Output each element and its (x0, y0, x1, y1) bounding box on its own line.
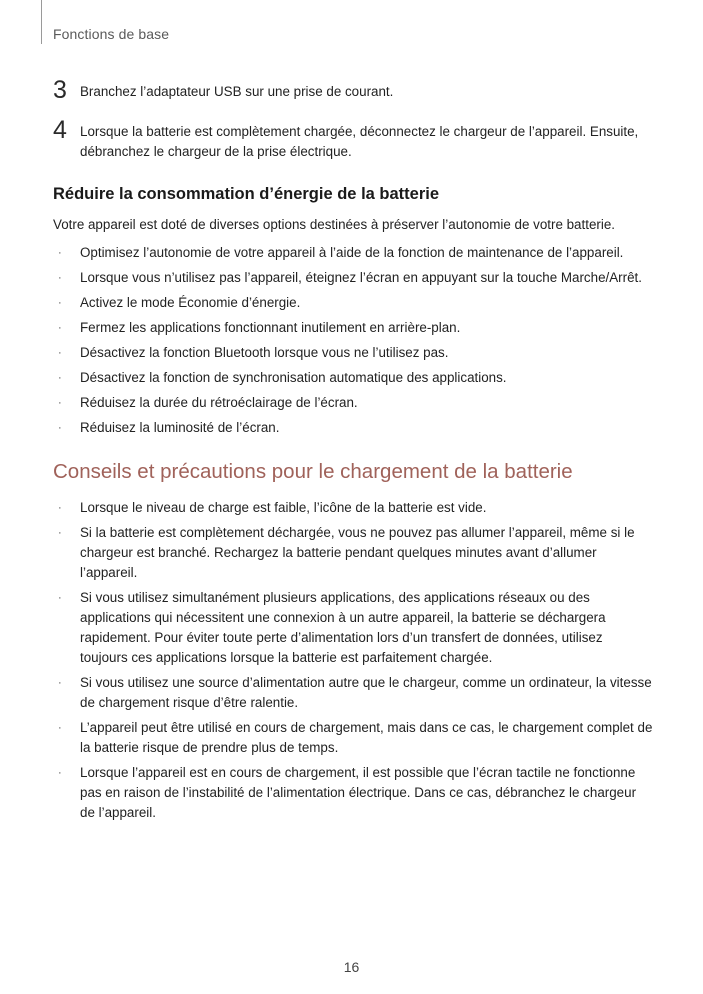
section-intro: Votre appareil est doté de diverses options destinées à préserver l’autonomie de votre batterie. (53, 217, 615, 232)
list-item (53, 268, 653, 288)
list-item-text: Réduisez la luminosité de l’écran. (80, 420, 280, 435)
step-text: Branchez l’adaptateur USB sur une prise de courant. (80, 84, 394, 99)
page-number: 16 (343, 959, 360, 975)
bullet-icon: · (58, 677, 62, 689)
list-item-text: Lorsque le niveau de charge est faible, l’icône de la batterie est vide. (80, 500, 487, 515)
bullet-icon: · (58, 272, 62, 284)
list-item (53, 368, 653, 388)
page-header-title: Fonctions de base (53, 26, 170, 42)
bullet-icon: · (58, 397, 62, 409)
section-heading-reduce: Réduire la consommation d’énergie de la batterie (53, 185, 440, 203)
list-item (53, 763, 653, 823)
bullet-icon: · (58, 347, 62, 359)
list-item (53, 418, 653, 438)
list-item-text: Si vous utilisez une source d’alimentation autre que le chargeur, comme un ordinateur, la vitesse de chargement risque d’être ralentie. (80, 675, 652, 710)
list-item-text: Si vous utilisez simultanément plusieurs applications, des applications réseaux ou des applications qui nécessitent une connexion à un autre appareil, la batterie se déchargera rapidement. Pour éviter toute perte d’alimentation lors d’un transfert de données, utilisez toujours ces applications lorsque la batterie est parfaitement chargée. (80, 590, 606, 665)
list-item (53, 343, 653, 363)
step-number: 3 (53, 76, 67, 104)
list-item-text: Activez le mode Économie d’énergie. (80, 295, 301, 310)
list-item (53, 293, 653, 313)
bullet-icon: · (58, 722, 62, 734)
list-item-text: Réduisez la durée du rétroéclairage de l’écran. (80, 395, 358, 410)
list-item-text: Lorsque l’appareil est en cours de chargement, il est possible que l’écran tactile ne fonctionne pas en raison de l’instabilité de l’alimentation électrique. Dans ce cas, débranchez le chargeur de l’appareil. (80, 765, 637, 820)
bullet-icon: · (58, 322, 62, 334)
list-item-text: Lorsque vous n’utilisez pas l’appareil, éteignez l’écran en appuyant sur la touche Marche/Arrêt. (80, 270, 642, 285)
list-item (53, 588, 653, 668)
bullet-icon: · (58, 592, 62, 604)
reduce-tips-list (53, 243, 653, 443)
bullet-icon: · (58, 502, 62, 514)
charging-tips-list (53, 498, 653, 828)
header-rule (41, 0, 42, 44)
list-item-text: Désactivez la fonction de synchronisation automatique des applications. (80, 370, 507, 385)
bullet-icon: · (58, 422, 62, 434)
section-heading-charging-tips: Conseils et précautions pour le chargement de la batterie (53, 460, 573, 483)
bullet-icon: · (58, 527, 62, 539)
step-text: Lorsque la batterie est complètement chargée, déconnectez le chargeur de l’appareil. Ensuite, débranchez le chargeur de la prise électrique. (80, 124, 639, 159)
list-item (53, 498, 653, 518)
bullet-icon: · (58, 247, 62, 259)
list-item-text: L’appareil peut être utilisé en cours de chargement, mais dans ce cas, le chargement complet de la batterie risque de prendre plus de temps. (80, 720, 653, 755)
list-item-text: Optimisez l’autonomie de votre appareil à l’aide de la fonction de maintenance de l’appareil. (80, 245, 624, 260)
list-item-text: Fermez les applications fonctionnant inutilement en arrière-plan. (80, 320, 461, 335)
step-number: 4 (53, 116, 67, 144)
list-item (53, 718, 653, 758)
list-item-text: Désactivez la fonction Bluetooth lorsque vous ne l’utilisez pas. (80, 345, 449, 360)
bullet-icon: · (58, 297, 62, 309)
bullet-icon: · (58, 372, 62, 384)
list-item (53, 673, 653, 713)
list-item (53, 393, 653, 413)
list-item (53, 318, 653, 338)
list-item (53, 523, 653, 583)
bullet-icon: · (58, 767, 62, 779)
list-item-text: Si la batterie est complètement déchargée, vous ne pouvez pas allumer l’appareil, même si le chargeur est branché. Rechargez la batterie pendant quelques minutes avant d’allumer l’appareil. (80, 525, 635, 580)
list-item (53, 243, 653, 263)
